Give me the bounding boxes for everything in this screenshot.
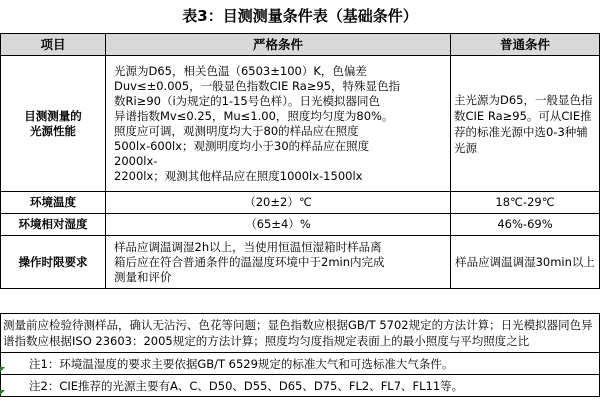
strict-humidity: （65±4）% (106, 214, 451, 236)
table-title: 表3：目测测量条件表（基础条件） (182, 6, 418, 25)
normal-humidity: 46%-69% (451, 214, 600, 236)
row-item-time-limit: 操作时限要求 (1, 236, 106, 289)
row-item-temperature: 环境温度 (1, 192, 106, 214)
strict-line: 500lx-600lx；观测明度均小于30的样品应在照度 (114, 138, 370, 153)
row-item-light-source-line: 目测测量的 (24, 108, 82, 123)
note-1: 注1：环境温湿度的要求主要依据GB/T 6529规定的标准大气和可选标准大气条件。 (29, 356, 454, 371)
row-item-light-source (1, 56, 106, 192)
table-row (1, 56, 600, 192)
description-text: 测量前应检验待测样品，确认无沾污、色花等问题；显色指数应根据GB/T 5702规定的方法计算；日光模拟器同色异谱指数应根据ISO 23603：2005规定的方法计算；照度均匀度指规定表面上的最小照度与平均照度之比 (1, 314, 599, 353)
normal-time-limit: 样品应调温调湿30min以上 (451, 236, 600, 289)
header-strict: 严格条件 (106, 34, 451, 56)
strict-line: 数Ri≥90（i为规定的1-15号色样）。日光模拟器同色 (114, 93, 380, 108)
strict-line: 箱后应在符合普通条件的温湿度环境中于2min内完成 (114, 254, 385, 269)
strict-time-limit (106, 236, 451, 289)
corner-marker (0, 367, 5, 372)
normal-temperature: 18℃-29℃ (451, 192, 600, 214)
strict-line: 照度应可调，观测明度均大于80的样品应在照度 (114, 123, 359, 138)
normal-light-source: 主光源为D65，一般显色指数CIE Ra≥95。可从CIE推荐的标准光源中选0-3种辅光源 (451, 56, 600, 192)
table-row (1, 192, 600, 214)
strict-line: 2200lx；观测其他样品应在照度1000lx-1500lx (114, 168, 363, 183)
strict-line: Duv≤±0.005，一般显色指数CIE Ra≥95，特殊显色指 (114, 78, 401, 93)
header-item: 项目 (1, 34, 106, 56)
header-normal: 普通条件 (451, 34, 600, 56)
strict-temperature: （20±2）℃ (106, 192, 451, 214)
note-2: 注2：CIE推荐的光源主要有A、C、D50、D55、D65、D75、FL2、FL7、FL11等。 (1, 374, 599, 396)
strict-light-source (106, 56, 451, 192)
strict-line: 异谱指数Mv≤0.25，Mu≤1.00，照度均匀度为80%。 (114, 108, 394, 123)
table-row (1, 214, 600, 236)
row-item-humidity: 环境相对湿度 (1, 214, 106, 236)
conditions-table (0, 33, 600, 289)
strict-line: 测量和评价 (114, 269, 172, 284)
strict-line: 光源为D65，相关色温（6503±100）K，色偏差 (114, 63, 367, 78)
table-header-row (1, 34, 600, 56)
table-row (1, 236, 600, 289)
strict-line: 样品应调温调湿2h以上，当使用恒温恒湿箱时样品离 (114, 239, 382, 254)
row-item-light-source-line: 光源性能 (30, 123, 76, 138)
notes-block (0, 313, 600, 397)
corner-marker (0, 390, 5, 395)
strict-line: 2000lx- (114, 153, 158, 168)
